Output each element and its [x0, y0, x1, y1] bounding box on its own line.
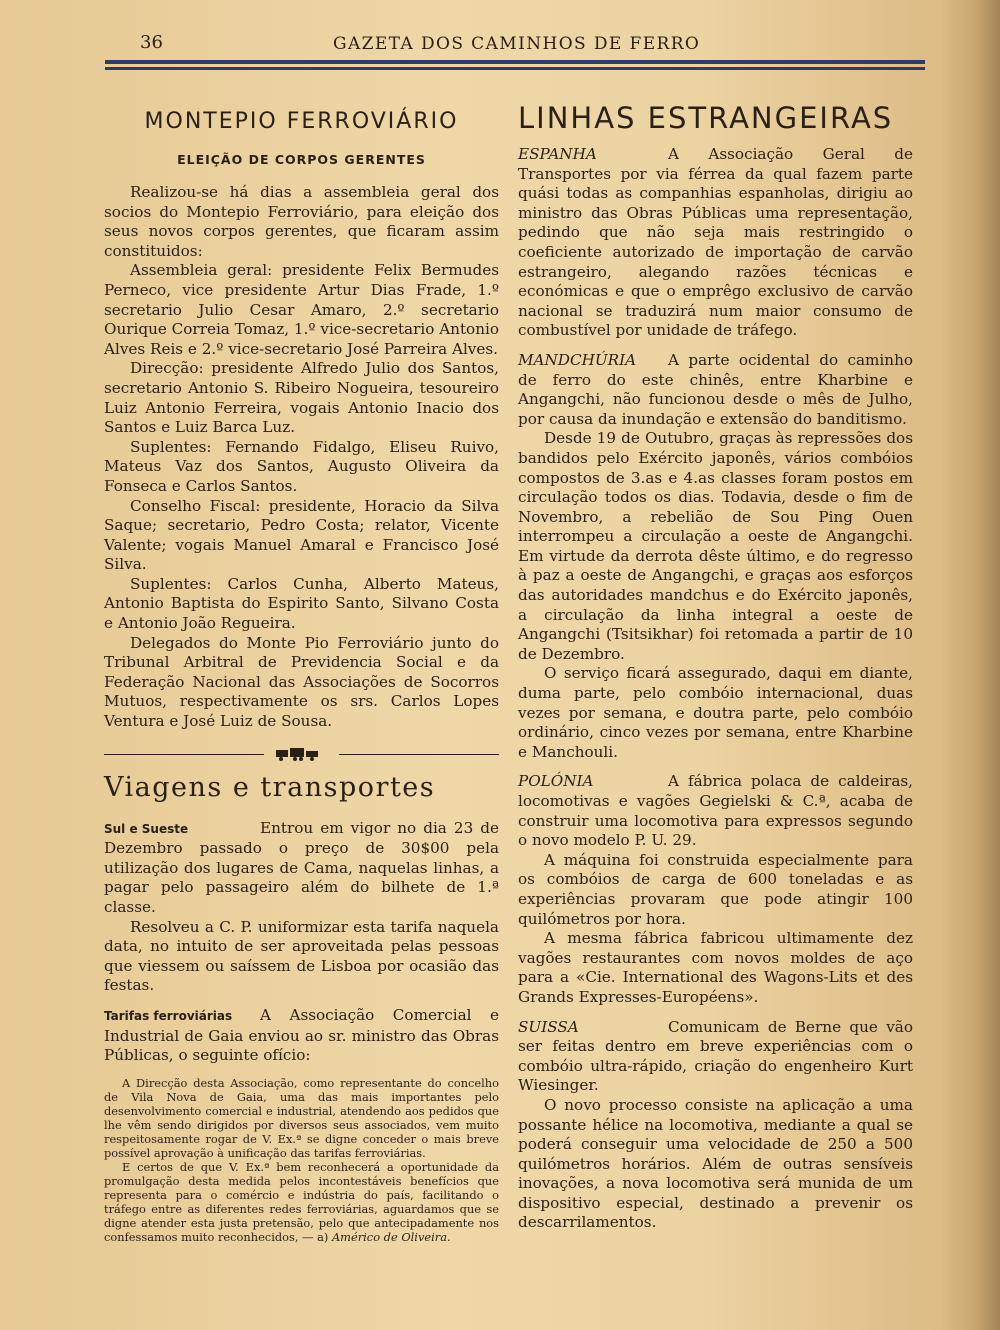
right-column [518, 95, 913, 1233]
article-paragraph: A mesma fábrica fabricou ultimamente dez vagões restaurantes com novos moldes de aço para a «Cie. International des Wagons-Lits et des Grands Expresses-Européens». [518, 929, 913, 1006]
article-paragraph: Realizou-se há dias a assembleia geral dos socios do Montepio Ferroviário, para eleição dos seus novos corpos gerentes, que ficaram assim constituidos: [104, 183, 499, 260]
header-rule-thick [105, 60, 925, 64]
header-rule-thin [105, 67, 925, 70]
paragraph-text: Entrou em vigor no dia 23 de Dezembro passado o preço de 30$00 pela utilização dos lugares de Cama, naquelas linhas, a pagar pelo passageiro além do bilhete de 1.ª classe. [104, 818, 499, 916]
left-column [104, 95, 499, 1244]
page-header [105, 32, 925, 58]
article-paragraph [518, 351, 913, 429]
paragraph-text: A parte ocidental do caminho de ferro do este chinês, entre Kharbine e Angangchi, não funcionou desde o mês de Julho, por causa da inundação e extensão do banditismo. [518, 350, 913, 428]
page-number: 36 [140, 32, 163, 53]
paragraph-text: A Associação Geral de Transportes por via férrea da qual fazem parte quási todas as companhias espanholas, dirigiu ao ministro das Obras Públicas uma representação, pedindo que não seja mais restringido o coeficiente autorizado de importação de carvão estrangeiro, alegando razões técnicas e económicas e que o emprêgo exclusivo de carvão nacional se traduzirá num maior consumo de combustível por unidade de tráfego. [518, 145, 913, 340]
article-paragraph [104, 819, 499, 918]
article-paragraph: Direcção: presidente Alfredo Julio dos Santos, secretario Antonio S. Ribeiro Nogueira, tesoureiro Luiz Antonio Ferreira, vogais Antonio Inacio dos Santos e Luiz Barca Luz. [104, 359, 499, 437]
spacer [104, 996, 499, 1006]
foreign-lines-title: LINHAS ESTRANGEIRAS [518, 101, 894, 135]
divider-line [339, 754, 499, 755]
article-paragraph: Desde 19 de Outubro, graças às repressões dos bandidos pelo Exército japonês, vários combóios compostos de 3.as e 4.as classes foram postos em circulação todos os dias. Todavia, desde o fim de Novembro, a rebelião de Sou Ping Ouen interrompeu a circulação a oeste de Angangchi. Em virtude da derrota dêste último, e do regresso à paz a oeste de Angangchi, e graças aos esforços das autoridades mandchus e do Exército japonês, a circulação da linha integral a oeste de Angangchi (Tsitsikhar) foi retomada a partir de 10 de Dezembro. [518, 429, 913, 663]
paragraph-text: Comunicam de Berne que vão ser feitas dentro em breve experiências com o combóio ultra-rápido, criação do engenheiro Kurt Wiesinger. [518, 1017, 913, 1095]
country-heading-spain: ESPANHA [518, 145, 597, 163]
montepio-title: MONTEPIO FERROVIÁRIO [144, 109, 459, 134]
page-edge-shadow [940, 0, 1000, 1330]
spacer [518, 341, 913, 351]
country-heading-switzerland: SUISSA [518, 1017, 579, 1036]
train-ornament-icon [274, 747, 320, 761]
paragraph-text: A fábrica polaca de caldeiras, locomotivas e vagões Gegielski & C.ª, acaba de construir uma locomotiva para expressos segundo o novo modelo P. U. 29. [518, 772, 913, 850]
article-paragraph [518, 772, 913, 850]
article-paragraph: Assembleia geral: presidente Felix Bermudes Perneco, vice presidente Artur Dias Frade, 1.º secretario Julio Cesar Amaro, 2.º secretario Ourique Correia Tomaz, 1.º vice-secretario Antonio Alves Reis e 2.º vice-secretario José Parreira Alves. [104, 261, 499, 358]
article-paragraph [518, 1018, 913, 1096]
section-divider [104, 742, 499, 768]
article-paragraph: Resolveu a C. P. uniformizar esta tarifa naquela data, no intuito de ser aproveitada pelas pessoas que viessem ou saíssem de Lisboa por ocasião das festas. [104, 917, 499, 995]
article-paragraph: Delegados do Monte Pio Ferroviário junto do Tribunal Arbitral de Previdencia Social e da Federação Nacional das Associações de Socorros Mutuos, respectivamente os srs. Carlos Lopes Ventura e José Luiz de Sousa. [104, 633, 499, 731]
election-subtitle: ELEIÇÃO DE CORPOS GERENTES [177, 152, 426, 167]
signature: Américo de Oliveira. [331, 1229, 451, 1244]
travel-title: Viagens e transportes [104, 771, 436, 803]
article-paragraph: O novo processo consiste na aplicação a uma possante hélice na locomotiva, mediante a qual se poderá conseguir uma velocidade de 250 a 500 quilómetros horários. Além de outras sensíveis inovações, a nova locomotiva será munida de um dispositivo especial, destinado a prevenir os descarrilamentos. [518, 1095, 913, 1232]
paragraph-text: A Associação Comercial e Industrial de Gaia enviou ao sr. ministro das Obras Públicas, o seguinte ofício: [104, 1005, 499, 1065]
run-in-heading: Tarifas ferroviárias [104, 1008, 233, 1023]
article-paragraph: O serviço ficará assegurado, daqui em diante, duma parte, pelo combóio internacional, duas vezes por semana, e doutra parte, pelo combóio ordinário, cinco vezes por semana, entre Kharbine e Manchouli. [518, 664, 913, 761]
run-in-heading: Sul e Sueste [104, 821, 189, 836]
quoted-letter [104, 1160, 499, 1244]
article-paragraph [104, 1006, 499, 1066]
article-paragraph [518, 145, 913, 341]
spacer [518, 1008, 913, 1018]
divider-line [104, 754, 264, 755]
article-paragraph: A máquina foi construida especialmente para os combóios de carga de 600 toneladas e as experiências provaram que pode atingir 100 quilómetros por hora. [518, 850, 913, 928]
article-paragraph: Suplentes: Carlos Cunha, Alberto Mateus, Antonio Baptista do Espirito Santo, Silvano Costa e Antonio João Regueira. [104, 574, 499, 633]
country-heading-poland: POLÓNIA [518, 772, 594, 791]
quoted-letter: A Direcção desta Associação, como representante do concelho de Vila Nova de Gaia, uma das mais importantes pelo desenvolvimento comercial e industrial, atendendo aos pedidos que lhe vêm sendo dirigidos por diversos seus associados, vem muito respeitosamente rogar de V. Ex.ª se digne conceder o mais breve possível aprovação à unificação das tarifas ferroviárias. [104, 1075, 499, 1160]
quote-text: E certos de que V. Ex.ª bem reconhecerá a oportunidade da promulgação desta medida pelos incontestáveis benefícios que representa para o comércio e indústria do país, facilitando o tráfego entre as diferentes redes ferroviárias, aguardamos que se digne atender esta justa pretensão, pelo que antecipadamente nos confessamos muito reconhecidos, — a) [104, 1159, 499, 1244]
country-heading-manchuria: MANDCHÚRIA [518, 350, 637, 369]
spacer [518, 762, 913, 772]
article-paragraph: Conselho Fiscal: presidente, Horacio da Silva Saque; secretario, Pedro Costa; relator, Vicente Valente; vogais Manuel Amaral e Francisco José Silva. [104, 496, 499, 574]
article-paragraph: Suplentes: Fernando Fidalgo, Eliseu Ruivo, Mateus Vaz dos Santos, Augusto Oliveira da Fonseca e Carlos Santos. [104, 437, 499, 495]
running-title: GAZETA DOS CAMINHOS DE FERRO [333, 34, 701, 54]
spacer [104, 1066, 499, 1076]
